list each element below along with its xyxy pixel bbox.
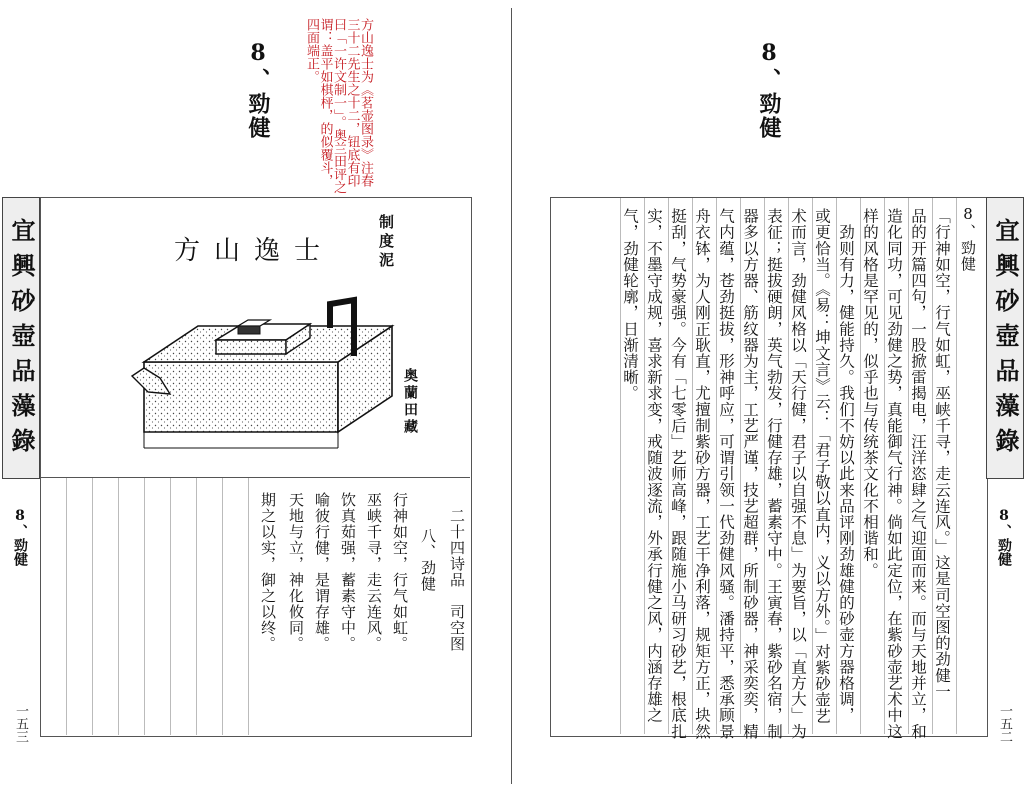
body-column: 气，劲健轮廓，日渐清晰。 — [621, 208, 639, 402]
page-number: 一五二 — [997, 704, 1012, 743]
poem-heading: 八、劲健 — [419, 528, 437, 592]
poem-line: 天地与立，神化攸同。 — [287, 492, 305, 652]
body-column: 表征；挺拔硬朗，英气勃发，行健存雄，蓄素守中。王寅春，紫砂名宿，制 — [765, 208, 783, 740]
body-column: 舟衣钵，为人刚正耿直，尤擅制紫砂方器，工艺干净利落，规矩方正，块然 — [693, 208, 711, 740]
chapter-title: 8、勁健 — [245, 40, 271, 140]
red-annotation: 方山逸士为《茗壶图录》注春三十二先生之十二，钮底有印曰「一许文制一」。奥兰田评之谓：盖平如棋枰，的似覆斗，四面端正。 — [304, 18, 373, 194]
side-chapter-label: 8、勁健 — [996, 508, 1012, 566]
poem-line: 饮真茹强，蓄素守中。 — [339, 492, 357, 652]
seal-title-text: 方山逸士 — [174, 236, 335, 266]
body-column: 挺刮，气势豪强。今有「七零后」艺师高峰，跟随施小马研习砂艺，根底扎 — [669, 208, 687, 740]
poem-source: 二十四诗品 司空图 — [448, 508, 466, 652]
poem-line: 巫峡千寻，走云连风。 — [365, 492, 383, 652]
chapter-title: 8、勁健 — [756, 40, 782, 140]
square-teapot-drawing — [130, 208, 450, 470]
seal-maker-text: 制度泥 — [377, 214, 395, 271]
body-column: 造化同功，可见劲健之势，真能御气行神。倘如此定位，在紫砂壶艺术中这 — [885, 208, 903, 740]
right-page — [512, 0, 1024, 792]
body-column: 实，不墨守成规，喜求新求变，戒随波逐流，外承行健之风，内涵存雄之 — [645, 208, 663, 724]
body-column: 「行神如空，行气如虹，巫峡千寻，走云连风。」这是司空图的劲健一 — [933, 208, 951, 700]
body-column: 劲则有力，健能持久。我们不妨以此来品评刚劲雄健的砂壶方器格调， — [837, 208, 855, 724]
body-column: 术而言，劲健风格以「天行健，君子以自强不息」为要旨，以「直方大」为 — [789, 208, 807, 740]
seal-collector-text: 奥蘭田藏 — [402, 368, 418, 436]
body-column: 样的风格是罕见的，似乎也与传统茶文化不相谐和。 — [861, 208, 879, 579]
poem-line: 行神如空，行气如虹。 — [391, 492, 409, 652]
section-label: 8、勁健 — [959, 205, 977, 272]
teapot-illustration — [130, 208, 450, 470]
body-column: 器多以方器、筋纹器为主，工艺严谨，技艺超群，所制砂器，神采奕奕，精 — [741, 208, 759, 740]
poem-line: 期之以实，御之以终。 — [259, 492, 277, 652]
poem-line: 喻彼行健，是谓存雄。 — [313, 492, 331, 652]
book-title: 宜興砂壺品藻錄 — [991, 218, 1020, 463]
side-chapter-label: 8、勁健 — [12, 508, 28, 566]
body-column: 气内蕴，苍劲挺拔，形神呼应，可谓引领一代劲健风骚。潘持平，悉承顾景 — [717, 208, 735, 740]
page-number: 一五三 — [13, 704, 28, 743]
book-title: 宜興砂壺品藻錄 — [7, 218, 36, 463]
body-column: 或更恰当。《易：坤文言》云：「君子敬以直内，义以方外。」对紫砂壶艺 — [813, 208, 831, 724]
body-column: 品的开篇四句，一股掀雷揭电，汪洋恣肆之气迎面而来。而与天地并立，和 — [909, 208, 927, 740]
